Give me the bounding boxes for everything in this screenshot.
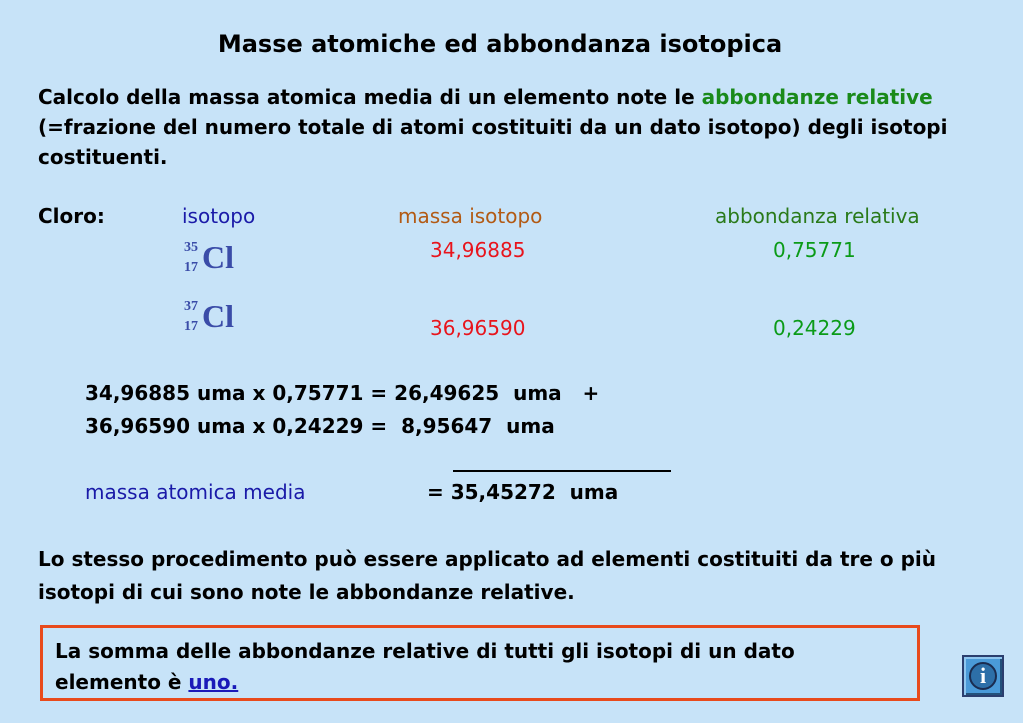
calc-line-1: 34,96885 uma x 0,75771 = 26,49625 uma + xyxy=(85,381,600,405)
info-icon: i xyxy=(969,662,997,690)
mass-value-2: 36,96590 xyxy=(430,316,526,340)
mass-number: 37 xyxy=(184,299,198,314)
header-isotope: isotopo xyxy=(182,204,256,228)
intro-text xyxy=(38,82,978,172)
atomic-number: 17 xyxy=(184,260,198,275)
result-label: massa atomica media xyxy=(85,480,306,504)
header-abundance: abbondanza relativa xyxy=(715,204,920,228)
info-button[interactable] xyxy=(962,655,1004,697)
intro-highlight: abbondanze relative xyxy=(701,85,933,109)
highlight-box xyxy=(40,625,920,701)
page-title: Masse atomiche ed abbondanza isotopica xyxy=(217,30,783,58)
box-text: La somma delle abbondanze relative di tutti gli isotopi di un dato elemento è xyxy=(55,639,795,694)
abundance-value-2: 0,24229 xyxy=(773,316,856,340)
isotope-cl35 xyxy=(178,240,258,280)
element-label: Cloro: xyxy=(38,204,105,228)
element-symbol: Cl xyxy=(202,298,234,334)
uno-link[interactable]: uno. xyxy=(188,670,239,694)
result-value: = 35,45272 uma xyxy=(427,480,619,504)
mass-number: 35 xyxy=(184,240,198,255)
calc-line-2: 36,96590 uma x 0,24229 = 8,95647 uma xyxy=(85,414,555,438)
isotope-cl37 xyxy=(178,299,258,339)
atomic-number: 17 xyxy=(184,319,198,334)
general-note: Lo stesso procedimento può essere applicato ad elementi costituiti da tre o più isotopi di cui sono note le abbondanze relative. xyxy=(38,547,937,604)
element-symbol: Cl xyxy=(202,239,234,275)
sum-rule xyxy=(453,470,671,472)
intro-part2: (=frazione del numero totale di atomi costituiti da un dato isotopo) degli isotopi costituenti. xyxy=(38,115,948,169)
abundance-value-1: 0,75771 xyxy=(773,238,856,262)
intro-part1: Calcolo della massa atomica media di un elemento note le xyxy=(38,85,702,109)
mass-value-1: 34,96885 xyxy=(430,238,526,262)
header-mass: massa isotopo xyxy=(398,204,543,228)
